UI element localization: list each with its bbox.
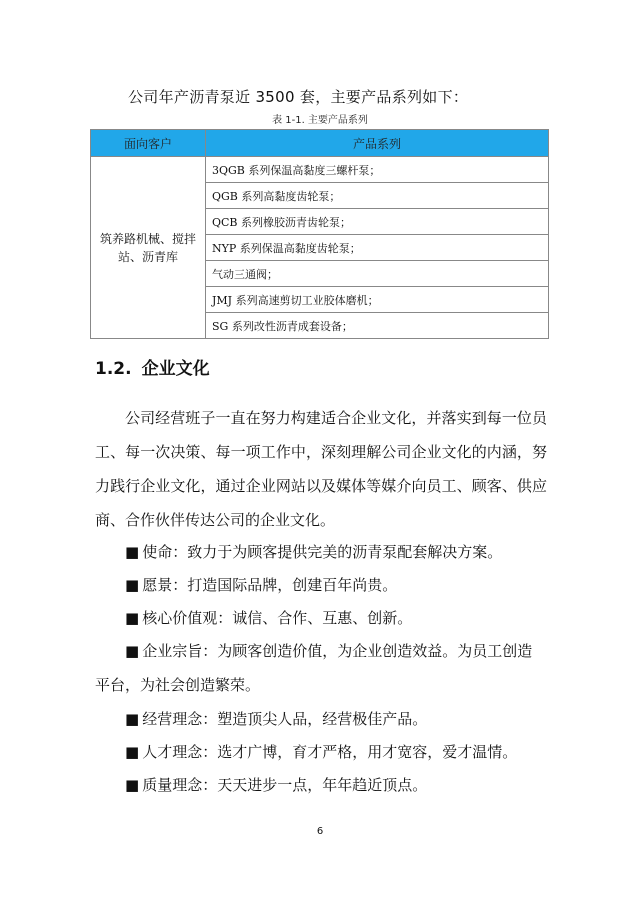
bullet-item [95, 702, 547, 736]
table-header-row [91, 130, 549, 157]
table-row [91, 157, 549, 183]
bullet-item [95, 735, 547, 769]
product-cell: QCB 系列橡胶沥青齿轮泵； [206, 209, 549, 235]
square-bullet-icon: ■ [125, 776, 140, 794]
bullet-text: 人才理念：选才广博，育才严格，用才宽容，爱才温情。 [142, 743, 518, 761]
bullet-item [95, 568, 547, 602]
table-caption: 表 1-1. 主要产品系列 [272, 115, 368, 126]
product-cell: NYP 系列保温高黏度齿轮泵； [206, 235, 549, 261]
product-cell: SG 系列改性沥青成套设备； [206, 313, 549, 339]
square-bullet-icon: ■ [125, 543, 140, 561]
section-title: 企业文化 [141, 359, 210, 379]
bullet-text: 企业宗旨：为顾客创造价值，为企业创造效益。为员工创造平台，为社会创造繁荣。 [95, 642, 533, 694]
bullet-text: 使命：致力于为顾客提供完美的沥青泵配套解决方案。 [142, 543, 503, 561]
page-number: 6 [316, 826, 324, 837]
bullet-item [95, 768, 547, 802]
bullet-item [95, 601, 547, 635]
bullet-text: 愿景：打造国际品牌，创建百年尚贵。 [142, 576, 398, 594]
customer-cell: 筑养路机械、搅拌站、沥青库 [91, 157, 206, 339]
product-cell: 3QGB 系列保温高黏度三螺杆泵； [206, 157, 549, 183]
square-bullet-icon: ■ [125, 609, 140, 627]
body-paragraph: 公司经营班子一直在努力构建适合企业文化，并落实到每一位员工、每一次决策、每一项工作中，深刻理解公司企业文化的内涵，努力践行企业文化，通过企业网站以及媒体等媒介向员工、顾客、供应商、合作伙伴传达公司的企业文化。 [95, 409, 547, 529]
product-cell: 气动三通阀； [206, 261, 549, 287]
bullet-text: 核心价值观：诚信、合作、互惠、创新。 [142, 609, 413, 627]
product-cell: JMJ 系列高速剪切工业胶体磨机； [206, 287, 549, 313]
bullet-item [95, 535, 547, 569]
intro-text: 公司年产沥青泵近 3500 套，主要产品系列如下： [128, 88, 469, 106]
square-bullet-icon: ■ [125, 576, 140, 594]
bullet-text: 质量理念：天天进步一点，年年趋近顶点。 [142, 776, 428, 794]
square-bullet-icon: ■ [125, 710, 140, 728]
header-customer: 面向客户 [91, 130, 206, 157]
section-heading [95, 354, 210, 379]
bullet-text: 经营理念：塑造顶尖人品，经营极佳产品。 [142, 710, 428, 728]
square-bullet-icon: ■ [125, 642, 140, 660]
section-number: 1.2. [95, 359, 132, 379]
product-cell: QGB 系列高黏度齿轮泵； [206, 183, 549, 209]
product-table [90, 129, 549, 339]
bullet-item [95, 634, 547, 702]
square-bullet-icon: ■ [125, 743, 140, 761]
header-product-series: 产品系列 [206, 130, 549, 157]
